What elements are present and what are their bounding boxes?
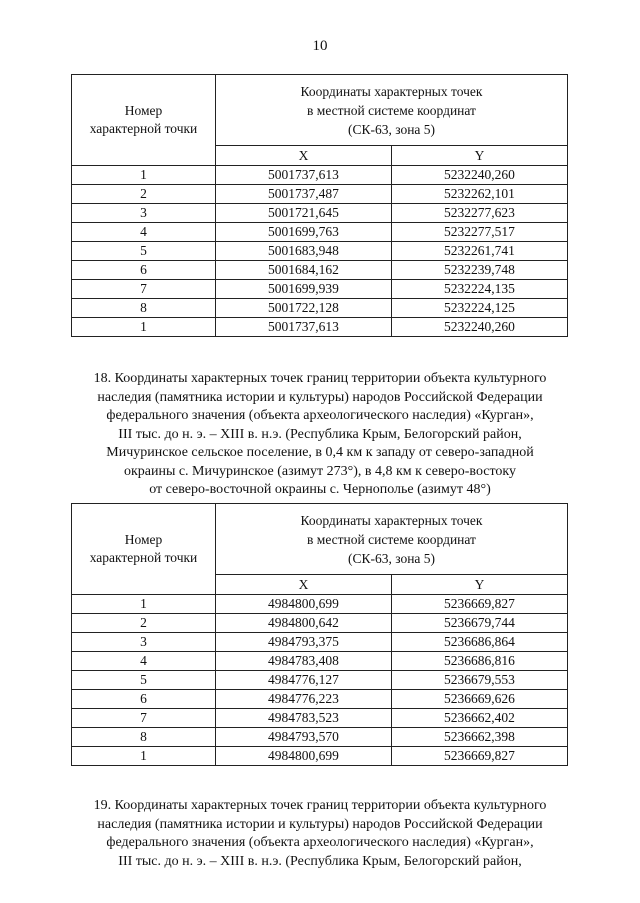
text-line: наследия (памятника истории и культуры) народов Российской Федерации <box>97 816 543 832</box>
point-number-header <box>72 504 216 595</box>
text-line: Мичуринское сельское поселение, в 0,4 км к западу от северо-западной <box>106 445 534 460</box>
header-line: (СК-63, зона 5) <box>347 121 436 137</box>
y-coordinate-cell: 5236669,626 <box>391 690 567 709</box>
point-number-cell: 1 <box>72 747 216 766</box>
x-coordinate-cell: 5001737,613 <box>216 318 392 337</box>
text-line: III тыс. до н. э. – XIII в. н.э. (Республика Крым, Белогорский район, <box>118 426 522 442</box>
point-number-cell: 5 <box>72 242 216 261</box>
y-coordinate-cell: 5236662,402 <box>391 709 567 728</box>
table-row <box>72 185 568 204</box>
x-coordinate-cell: 5001684,162 <box>216 261 392 280</box>
y-coordinate-cell: 5236669,827 <box>391 747 567 766</box>
table-row <box>72 299 568 318</box>
table-row <box>72 204 568 223</box>
section-18-text <box>60 370 580 500</box>
y-coordinate-cell: 5236669,827 <box>391 595 567 614</box>
y-coordinate-cell: 5232261,741 <box>391 242 567 261</box>
text-line: III тыс. до н. э. – XIII в. н.э. (Республика Крым, Белогорский район, <box>118 853 522 869</box>
table-row <box>72 747 568 766</box>
x-coordinate-cell: 5001737,487 <box>216 185 392 204</box>
header-line: Координаты характерных точек <box>300 83 483 99</box>
table-row <box>72 652 568 671</box>
coordinates-table-1 <box>71 74 568 337</box>
y-header: Y <box>391 146 567 166</box>
x-coordinate-cell: 5001683,948 <box>216 242 392 261</box>
text-line: федерального значения (объекта археологического наследия) «Курган», <box>106 408 534 423</box>
table-row <box>72 166 568 185</box>
y-coordinate-cell: 5232262,101 <box>391 185 567 204</box>
y-coordinate-cell: 5236679,744 <box>391 614 567 633</box>
point-number-cell: 4 <box>72 652 216 671</box>
table-row <box>72 633 568 652</box>
y-coordinate-cell: 5236662,398 <box>391 728 567 747</box>
point-number-cell: 1 <box>72 595 216 614</box>
table-row <box>72 261 568 280</box>
coordinates-table-2 <box>71 503 568 766</box>
coordinates-header <box>216 75 568 146</box>
header-line: Номер <box>124 103 163 118</box>
y-coordinate-cell: 5232239,748 <box>391 261 567 280</box>
table-row <box>72 709 568 728</box>
y-header: Y <box>391 575 567 595</box>
x-coordinate-cell: 4984776,223 <box>216 690 392 709</box>
point-number-cell: 2 <box>72 185 216 204</box>
y-coordinate-cell: 5236686,816 <box>391 652 567 671</box>
table-row <box>72 318 568 337</box>
x-coordinate-cell: 4984800,699 <box>216 595 392 614</box>
point-number-cell: 3 <box>72 633 216 652</box>
x-coordinate-cell: 5001699,763 <box>216 223 392 242</box>
header-line: в местной системе координат <box>307 102 476 118</box>
y-coordinate-cell: 5232224,125 <box>391 299 567 318</box>
x-coordinate-cell: 4984793,375 <box>216 633 392 652</box>
x-coordinate-cell: 5001721,645 <box>216 204 392 223</box>
x-coordinate-cell: 4984800,699 <box>216 747 392 766</box>
table-row <box>72 242 568 261</box>
point-number-cell: 5 <box>72 671 216 690</box>
page-number: 10 <box>312 38 328 54</box>
x-coordinate-cell: 4984776,127 <box>216 671 392 690</box>
point-number-cell: 4 <box>72 223 216 242</box>
y-coordinate-cell: 5236679,553 <box>391 671 567 690</box>
table-row <box>72 614 568 633</box>
section-19-text <box>60 797 580 871</box>
point-number-cell: 8 <box>72 299 216 318</box>
x-coordinate-cell: 5001699,939 <box>216 280 392 299</box>
point-number-cell: 3 <box>72 204 216 223</box>
text-line: федерального значения (объекта археологического наследия) «Курган», <box>106 835 534 850</box>
coordinates-header <box>216 504 568 575</box>
header-line: характерной точки <box>89 550 198 565</box>
x-coordinate-cell: 4984783,408 <box>216 652 392 671</box>
y-coordinate-cell: 5232224,135 <box>391 280 567 299</box>
y-coordinate-cell: 5232240,260 <box>391 166 567 185</box>
table-row <box>72 223 568 242</box>
text-line: окраины с. Мичуринское (азимут 273°), в 4,8 км к северо-востоку <box>123 463 517 479</box>
point-number-cell: 7 <box>72 280 216 299</box>
point-number-cell: 7 <box>72 709 216 728</box>
point-number-cell: 8 <box>72 728 216 747</box>
table-row <box>72 728 568 747</box>
header-line: характерной точки <box>89 121 198 136</box>
x-coordinate-cell: 4984783,523 <box>216 709 392 728</box>
header-line: Номер <box>124 532 163 547</box>
x-header: X <box>216 146 392 166</box>
point-number-cell: 6 <box>72 261 216 280</box>
table-row <box>72 595 568 614</box>
x-coordinate-cell: 4984800,642 <box>216 614 392 633</box>
y-coordinate-cell: 5232240,260 <box>391 318 567 337</box>
table-row <box>72 690 568 709</box>
x-coordinate-cell: 5001737,613 <box>216 166 392 185</box>
text-line: 19. Координаты характерных точек границ территории объекта культурного <box>93 798 547 813</box>
y-coordinate-cell: 5236686,864 <box>391 633 567 652</box>
x-header: X <box>216 575 392 595</box>
x-coordinate-cell: 5001722,128 <box>216 299 392 318</box>
x-coordinate-cell: 4984793,570 <box>216 728 392 747</box>
table-row <box>72 280 568 299</box>
point-number-cell: 1 <box>72 318 216 337</box>
point-number-cell: 2 <box>72 614 216 633</box>
text-line: от северо-восточной окраины с. Чернополье (азимут 48°) <box>149 482 491 497</box>
point-number-cell: 1 <box>72 166 216 185</box>
point-number-header <box>72 75 216 166</box>
text-line: наследия (памятника истории и культуры) народов Российской Федерации <box>97 389 543 405</box>
header-line: Координаты характерных точек <box>300 512 483 528</box>
point-number-cell: 6 <box>72 690 216 709</box>
header-line: в местной системе координат <box>307 531 476 547</box>
y-coordinate-cell: 5232277,517 <box>391 223 567 242</box>
header-line: (СК-63, зона 5) <box>347 550 436 566</box>
text-line: 18. Координаты характерных точек границ территории объекта культурного <box>93 371 547 386</box>
y-coordinate-cell: 5232277,623 <box>391 204 567 223</box>
table-row <box>72 671 568 690</box>
